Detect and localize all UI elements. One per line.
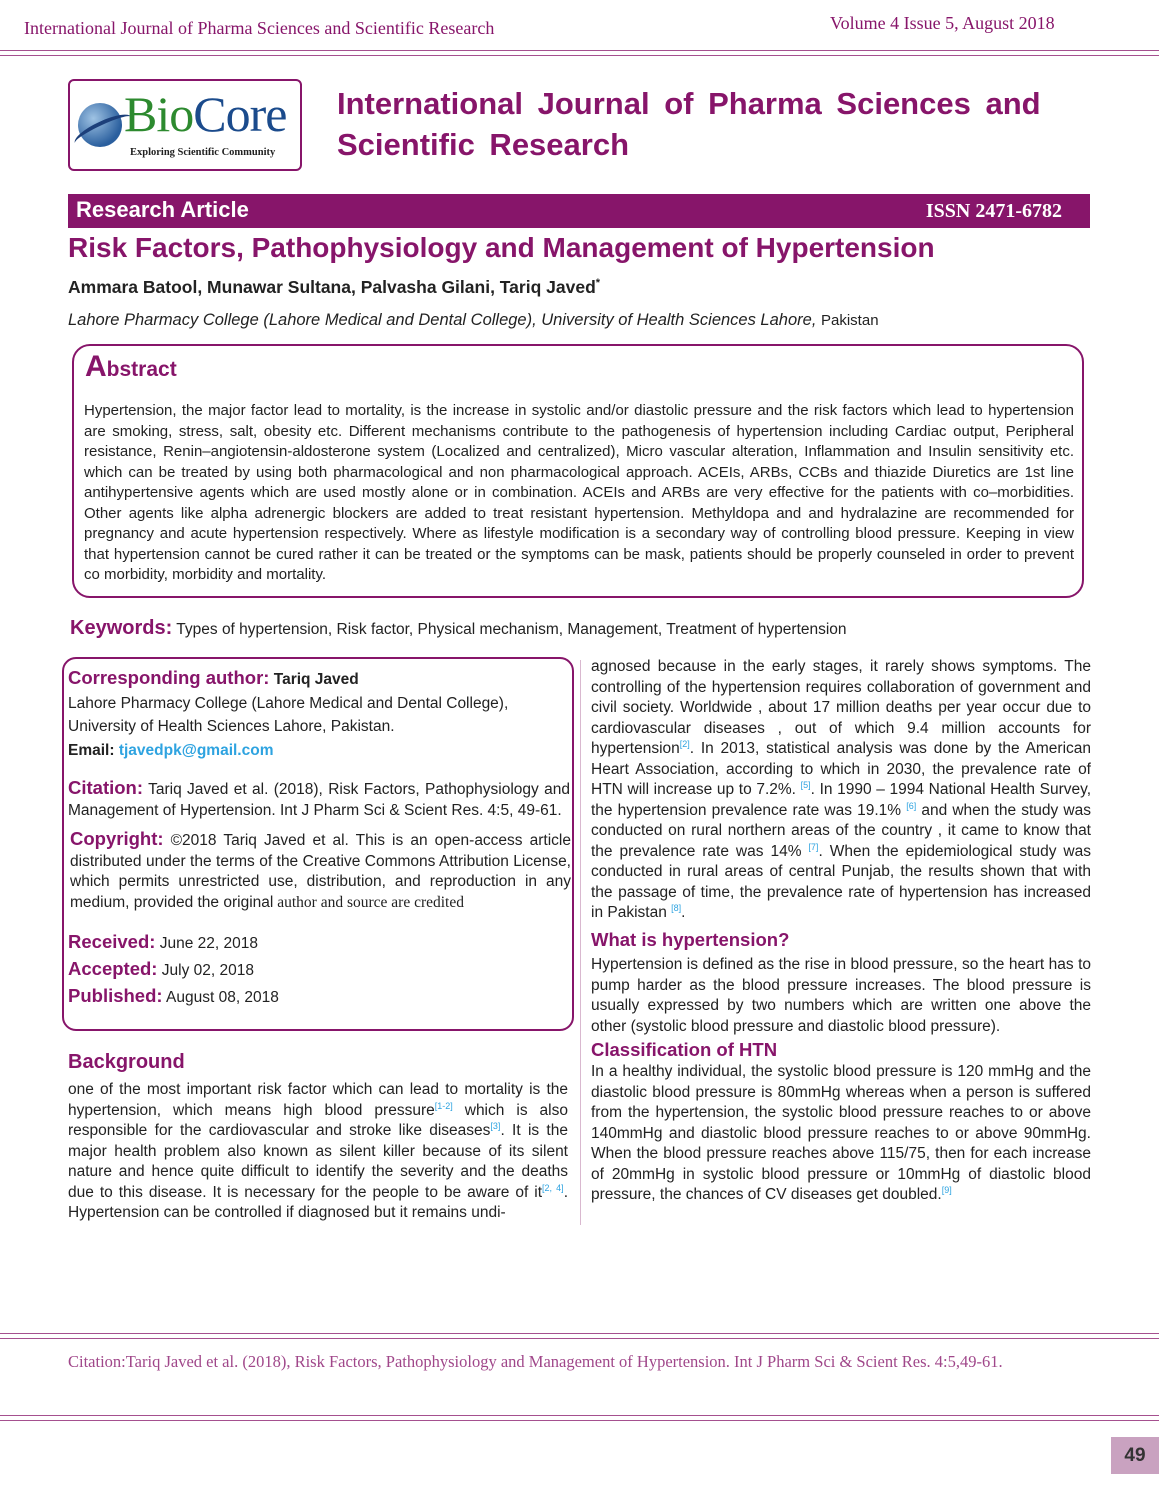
- column-divider: [580, 660, 581, 1225]
- biocore-logo: [68, 79, 302, 171]
- what-is-hypertension-text: Hypertension is defined as the rise in blood pressure, so the heart has to pump harder as the blood pressure increases. The blood pressure is usually expressed by two numbers which are written one above the other (systolic blood pressure and diastolic blood pressure).: [591, 956, 1091, 1035]
- running-header-journal: International Journal of Pharma Sciences and Scientific Research: [24, 18, 495, 38]
- affiliation: Lahore Pharmacy College (Lahore Medical and Dental College), University of Health Sciences Lahore, Pakistan: [68, 311, 879, 329]
- received-date: Received: June 22, 2018: [68, 931, 258, 952]
- published-date: Published: August 08, 2018: [68, 985, 279, 1006]
- logo-tagline: Exploring Scientific Community: [130, 147, 276, 158]
- footer-citation: Citation:Tariq Javed et al. (2018), Risk Factors, Pathophysiology and Management of Hypertension. Int J Pharm Sci & Scient Res. 4:5,49-61.: [68, 1352, 1003, 1371]
- journal-title: International Journal of Pharma Sciences and Scientific Research: [337, 86, 1041, 162]
- footer-rule-top: [0, 1333, 1159, 1334]
- right-column-intro: agnosed because in the early stages, it rarely shows symptoms. The controlling of the hypertension requires collaboration of government and civil society. Worldwide , about 17 million deaths per year occur due to cardiovascular diseases , out of which 9.4 million accounts for hypertension[2]. In 2013, statistical analysis was done by the American Heart Association, according to which in 2030, the prevalence rate of HTN will increase up to 7.2%. [5]. In 1990 – 1994 National Health Survey, the hypertension prevalence rate was 19.1% [6] and when the study was conducted on rural northern areas of the country , it came to know that the prevalence rate was 14% [7]. When the epidemiological study was conducted in rural areas of central Punjab, the results shown that with the passage of time, the prevalence rate of hypertension has increased in Pakistan [8].: [591, 658, 1092, 921]
- article-type-banner: [68, 194, 1090, 228]
- footer-rule-bottom: [0, 1415, 1159, 1416]
- author-list: Ammara Batool, Munawar Sultana, Palvasha Gilani, Tariq Javed*: [68, 277, 601, 297]
- abstract-box: [72, 344, 1084, 598]
- issn: ISSN 2471-6782: [925, 200, 1062, 222]
- abstract-heading: Abstract: [85, 350, 177, 383]
- copyright-block: Copyright: ©2018 Tariq Javed et al. This is an open-access article distributed under the terms of the Creative Commons Attribution License, which permits unrestricted use, distribution, and reproduction in any medium, provided the original author and source are credited: [70, 828, 571, 911]
- what-is-hypertension-heading: What is hypertension?: [591, 929, 790, 950]
- dates-block: [68, 929, 279, 1010]
- logo-wordmark: BioCore: [124, 86, 287, 142]
- footer-rule-top-2: [0, 1338, 1159, 1339]
- page-number: 49: [1111, 1437, 1159, 1474]
- header-rule-top: [0, 50, 1159, 51]
- article-title: Risk Factors, Pathophysiology and Management of Hypertension: [68, 232, 935, 263]
- classification-text: In a healthy individual, the systolic blood pressure is 120 mmHg and the diastolic blood pressure is 80mmHg whereas when a person is suffered from the hypertension, the systolic blood pressure reaches to or above 140mmHg and diastolic blood pressure reaches to or above 90mmHg. When the blood pressure reaches above 115/75, then for each increase of 20mmHg in systolic blood pressure or 10mmHg of diastolic blood pressure, the chances of CV diseases get doubled.[9]: [591, 1063, 1091, 1203]
- citation-block: Citation: Tariq Javed et al. (2018), Risk Factors, Pathophysiology and Management of Hypertension. Int J Pharm Sci & Scient Res. 4:5, 49-61.: [68, 777, 570, 819]
- corresponding-author-info: Corresponding author: Tariq Javed Lahore Pharmacy College (Lahore Medical and Dental College), University of Health Sciences Lahore, Pakistan. Email: tjavedpk@gmail.com: [68, 667, 509, 759]
- abstract-text: Hypertension, the major factor lead to mortality, is the increase in systolic and/or diastolic pressure and the risk factors which lead to hypertension are smoking, stress, salt, obesity etc. Different mechanisms contribute to the pathogenesis of hypertension including Cardiac output, Peripheral resistance, Renin–angiotensin-aldosterone system (Localized and centralized), Micro vascular alteration, Inflammation and Insulin sensitivity etc. which can be treated by using both pharmacological and non pharmacological approach. ACEIs, ARBs, CCBs and thiazide Diuretics are 1st line antihypertensive agents which are used mostly alone or in combination. ACEIs and ARBs are very effective for the patients with co–morbidities. Other agents like alpha adrenergic blockers are added to treat resistant hypertension. Methyldopa and and hydralazine are recommended for pregnancy and acute hypertension respectively. Where as lifestyle modification is a secondary way of controlling blood pressure. Keeping in view that hypertension cannot be cured rather it can be treated or the symptoms can be mask, patients should be properly counseled in order to prevent co morbidity, morbidity and mortality.: [84, 402, 1074, 583]
- background-heading: Background: [68, 1051, 185, 1073]
- footer-rule-bottom-2: [0, 1420, 1159, 1421]
- classification-heading: Classification of HTN: [591, 1039, 778, 1060]
- email-link[interactable]: tjavedpk@gmail.com: [118, 741, 274, 759]
- accepted-date: Accepted: July 02, 2018: [68, 958, 254, 979]
- running-header-volume: Volume 4 Issue 5, August 2018: [830, 13, 1055, 33]
- header-rule-bottom: [0, 55, 1159, 56]
- keywords: Keywords: Types of hypertension, Risk factor, Physical mechanism, Management, Treatment of hypertension: [70, 617, 847, 639]
- background-text: one of the most important risk factor which can lead to mortality is the hypertension, which means high blood pressure[1-2] which is also responsible for the cardiovascular and stroke like diseases[3]. It is the major health problem also known as silent killer because of its silent nature and hence quite difficult to identify the severity and the deaths due to this disease. It is necessary for the people to be aware of it[2, 4]. Hypertension can be controlled if diagnosed but it remains undi-: [68, 1081, 568, 1221]
- article-type: Research Article: [76, 197, 249, 222]
